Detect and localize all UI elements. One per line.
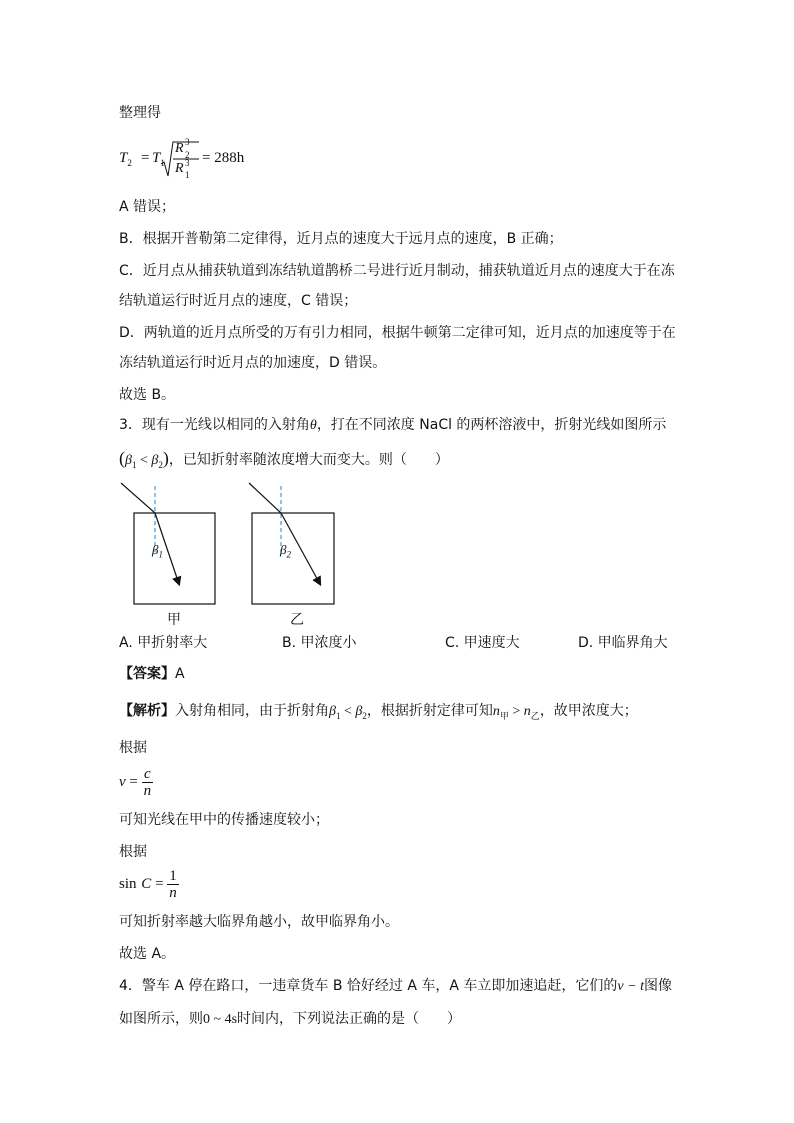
zhengli-text: 整理得 (119, 105, 161, 121)
critical-angle-formula: sin C = $\frac{1}{n}$ (119, 868, 177, 901)
yi-caption: 乙 (290, 612, 304, 628)
q3-option-a[interactable]: A. 甲折射率大 (119, 635, 208, 651)
genju-text-1: 根据 (119, 740, 147, 756)
q3-option-b[interactable]: B. 甲浓度小 (282, 635, 357, 651)
q3-answer (119, 665, 185, 683)
option-d-explanation-line1: D．两轨道的近月点所受的万有引力相同，根据牛顿第二定律可知，近月点的加速度等于在 (119, 325, 676, 341)
critical-conclusion: 可知折射率越大临界角越小，故甲临界角小。 (119, 914, 399, 930)
beta2-label: β (280, 542, 287, 557)
figure-yi: $\beta_2$ 乙 (246, 480, 350, 630)
q3-option-c[interactable]: C. 甲速度大 (445, 635, 520, 651)
figure-jia: $\beta_1$ 甲 (118, 480, 222, 630)
q2-final-choice: 故选 B。 (119, 387, 176, 403)
speed-formula: v = $\frac{c}{n}$ (119, 766, 152, 799)
option-d-explanation-line2: 冻结轨道运行时近月点的加速度，D 错误。 (119, 355, 387, 371)
q3-option-d[interactable]: D. 甲临界角大 (578, 635, 668, 651)
q4-stem-line2: 如图所示，则0 ~ 4s时间内，下列说法正确的是（ ） (119, 1011, 462, 1027)
genju-text-2: 根据 (119, 844, 147, 860)
q4-stem-line1: 4．警车 A 停在路口，一违章货车 B 恰好经过 A 车，A 车立即加速追赶，它们的v − t图像 (119, 978, 672, 994)
speed-conclusion: 可知光线在甲中的传播速度较小； (119, 812, 329, 828)
q3-stem-line2: $(\beta_1 < \beta_2)$，已知折射率随浓度增大而变大。则（ ） (119, 448, 449, 470)
answer-value: A (175, 666, 185, 682)
option-a-conclusion: A 错误； (119, 199, 176, 215)
kepler-formula: $T_2$ = $T_1$ R 3 2 R 3 1 = 288h (119, 137, 245, 180)
option-b-explanation: B．根据开普勒第二定律得，近月点的速度大于远月点的速度，B 正确； (119, 231, 563, 247)
jia-caption: 甲 (167, 612, 181, 628)
answer-label: 【答案】 (119, 666, 175, 682)
q3-analysis: 【解析】入射角相同，由于折射角$\beta_1 < \beta_2$，根据折射定律可知$n_甲 > n_乙$，故甲浓度大； (119, 703, 638, 722)
option-c-explanation-line2: 结轨道运行时近月点的速度，C 错误； (119, 293, 358, 309)
q3-final-choice: 故选 A。 (119, 946, 176, 962)
analysis-label: 【解析】 (119, 703, 175, 719)
beta1-label: β (152, 542, 159, 557)
q3-stem-line1: 3．现有一光线以相同的入射角θ，打在不同浓度 NaCl 的两杯溶液中，折射光线如图所示 (119, 417, 667, 433)
option-c-explanation-line1: C．近月点从捕获轨道到冻结轨道鹊桥二号进行近月制动，捕获轨道近月点的速度大于在冻 (119, 263, 675, 279)
